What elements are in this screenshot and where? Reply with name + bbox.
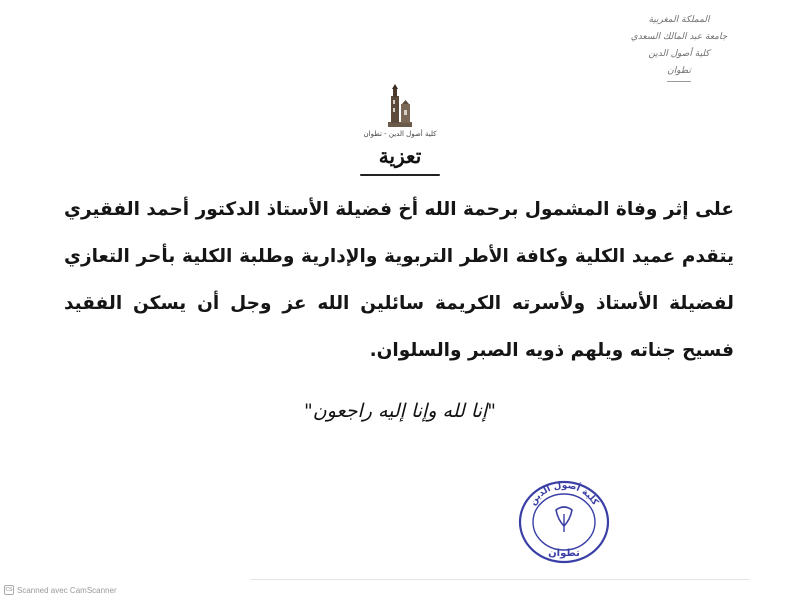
camscanner-icon: CS (5, 587, 13, 593)
official-stamp (512, 476, 616, 566)
stamp-city-text: تطوان (548, 548, 580, 559)
closing-verse: "إنا لله وإنا إليه راجعون" (304, 400, 496, 422)
header-line-faculty: كلية أصول الدين (648, 49, 710, 59)
logo-caption: كلية أصول الدين - تطوان (363, 130, 437, 138)
watermark-text: Scanned avec CamScanner (17, 585, 117, 595)
header-line-kingdom: المملكة المغربية (648, 15, 710, 25)
page-title: تعزية (378, 144, 422, 168)
tower-logo-icon (385, 84, 415, 128)
camscanner-watermark (4, 585, 117, 595)
header-line-city: تطوان (667, 63, 691, 82)
header-line-university: جامعة عبد المالك السعدي (630, 32, 728, 42)
institution-header (604, 12, 754, 82)
stamp-ring-text: كلية أصول الدين (528, 480, 600, 508)
faculty-logo (360, 84, 440, 138)
title-underline (360, 174, 440, 176)
condolence-paragraph: على إثر وفاة المشمول برحمة الله أخ فضيلة الأستاذ الدكتور أحمد الفقيري يتقدم عميد الكلية وكافة الأطر التربوية والإدارية وطلبة الكلية بأحر التعازي لفضيلة الأستاذ ولأسرته الكريمة سائلين الله عز وجل أن يسكن الفقيد فسيح جناته ويلهم ذويه الصبر والسلوان. (64, 199, 734, 361)
scan-edge-line (250, 579, 750, 580)
